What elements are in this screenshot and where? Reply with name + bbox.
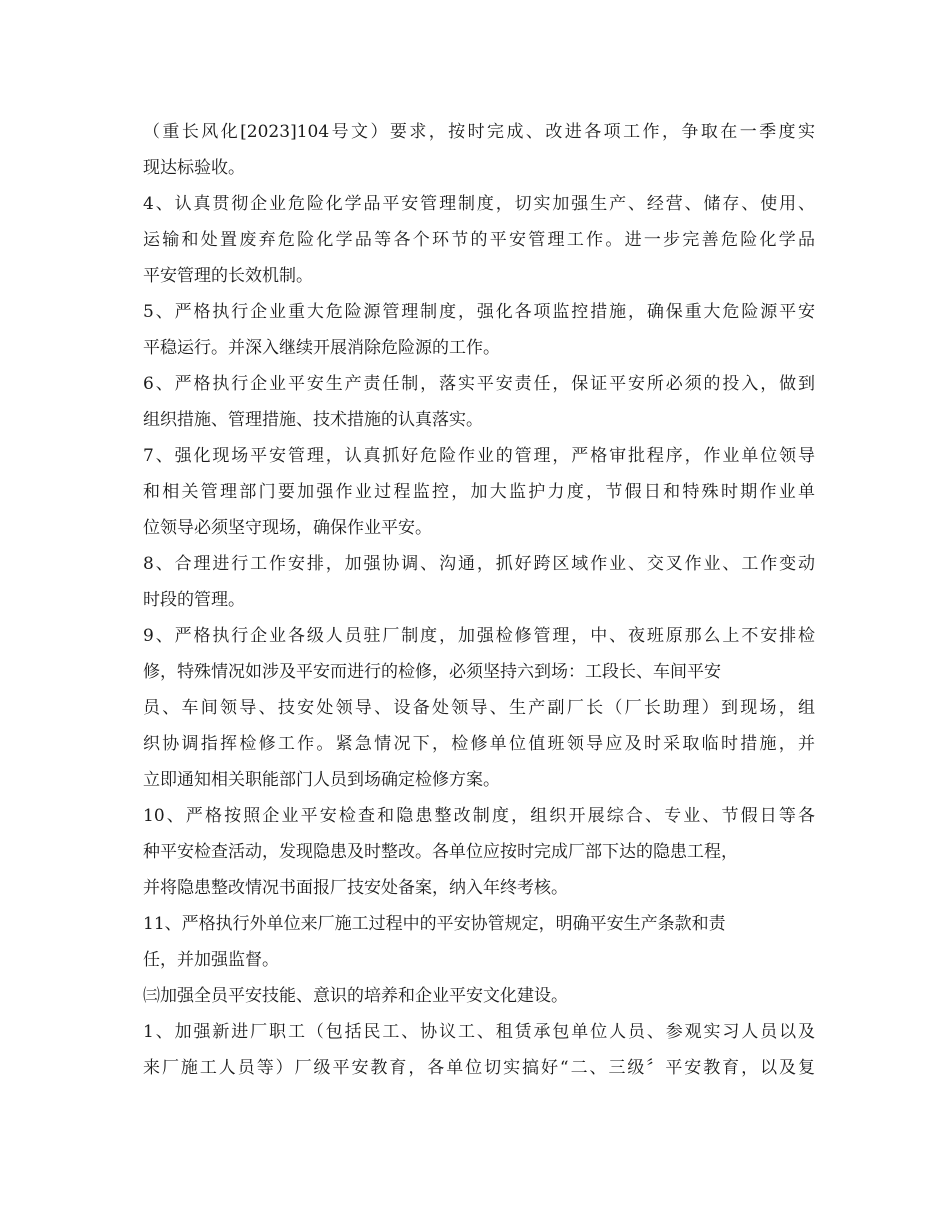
text-line: 1、加强新进厂职工（包括民工、协议工、租赁承包单位人员、参观实习人员以及 — [143, 1022, 815, 1042]
text-line: 修，特殊情况如涉及平安而进行的检修，必须坚持六到场：工段长、车间平安 — [143, 662, 721, 682]
text-line: 4、认真贯彻企业危险化学品平安管理制度，切实加强生产、经营、储存、使用、 — [143, 194, 815, 214]
text-line: ㈢加强全员平安技能、意识的培养和企业平安文化建设。 — [143, 986, 568, 1006]
text-line: 现达标验收。 — [143, 158, 245, 178]
text-line: 立即通知相关职能部门人员到场确定检修方案。 — [143, 770, 500, 790]
text-line: 11、严格执行外单位来厂施工过程中的平安协管规定，明确平安生产条款和责 — [143, 914, 726, 934]
text-line: 织协调指挥检修工作。紧急情况下，检修单位值班领导应及时采取临时措施，并 — [143, 734, 815, 754]
text-line: 员、车间领导、技安处领导、设备处领导、生产副厂长（厂长助理）到现场，组 — [143, 698, 815, 718]
text-line: 任，并加强监督。 — [143, 950, 279, 970]
text-line: 8、合理进行工作安排，加强协调、沟通，抓好跨区域作业、交叉作业、工作变动 — [143, 554, 815, 574]
text-line: 10、严格按照企业平安检查和隐患整改制度，组织开展综合、专业、节假日等各 — [143, 806, 815, 826]
text-line: 来厂施工人员等）厂级平安教育，各单位切实搞好“二、三级〞平安教育，以及复 — [143, 1058, 815, 1078]
text-line: 和相关管理部门要加强作业过程监控，加大监护力度，节假日和特殊时期作业单 — [143, 482, 815, 502]
text-line: 7、强化现场平安管理，认真抓好危险作业的管理，严格审批程序，作业单位领导 — [143, 446, 815, 466]
text-line: 6、严格执行企业平安生产责任制，落实平安责任，保证平安所必须的投入，做到 — [143, 374, 815, 394]
text-line: 种平安检查活动，发现隐患及时整改。各单位应按时完成厂部下达的隐患工程， — [143, 842, 738, 862]
text-line: 组织措施、管理措施、技术措施的认真落实。 — [143, 410, 483, 430]
text-line: 平安管理的长效机制。 — [143, 266, 313, 286]
text-line: 运输和处置废弃危险化学品等各个环节的平安管理工作。进一步完善危险化学品 — [143, 230, 815, 250]
text-line: （重长风化[2023]104号文）要求，按时完成、改进各项工作，争取在一季度实 — [143, 122, 815, 142]
text-line: 平稳运行。并深入继续开展消除危险源的工作。 — [143, 338, 500, 358]
text-line: 9、严格执行企业各级人员驻厂制度，加强检修管理，中、夜班原那么上不安排检 — [143, 626, 815, 646]
text-line: 时段的管理。 — [143, 590, 245, 610]
text-line: 并将隐患整改情况书面报厂技安处备案，纳入年终考核。 — [143, 878, 568, 898]
document-body — [143, 114, 815, 1086]
text-line: 5、严格执行企业重大危险源管理制度，强化各项监控措施，确保重大危险源平安 — [143, 302, 815, 322]
text-line: 位领导必须坚守现场，确保作业平安。 — [143, 518, 432, 538]
